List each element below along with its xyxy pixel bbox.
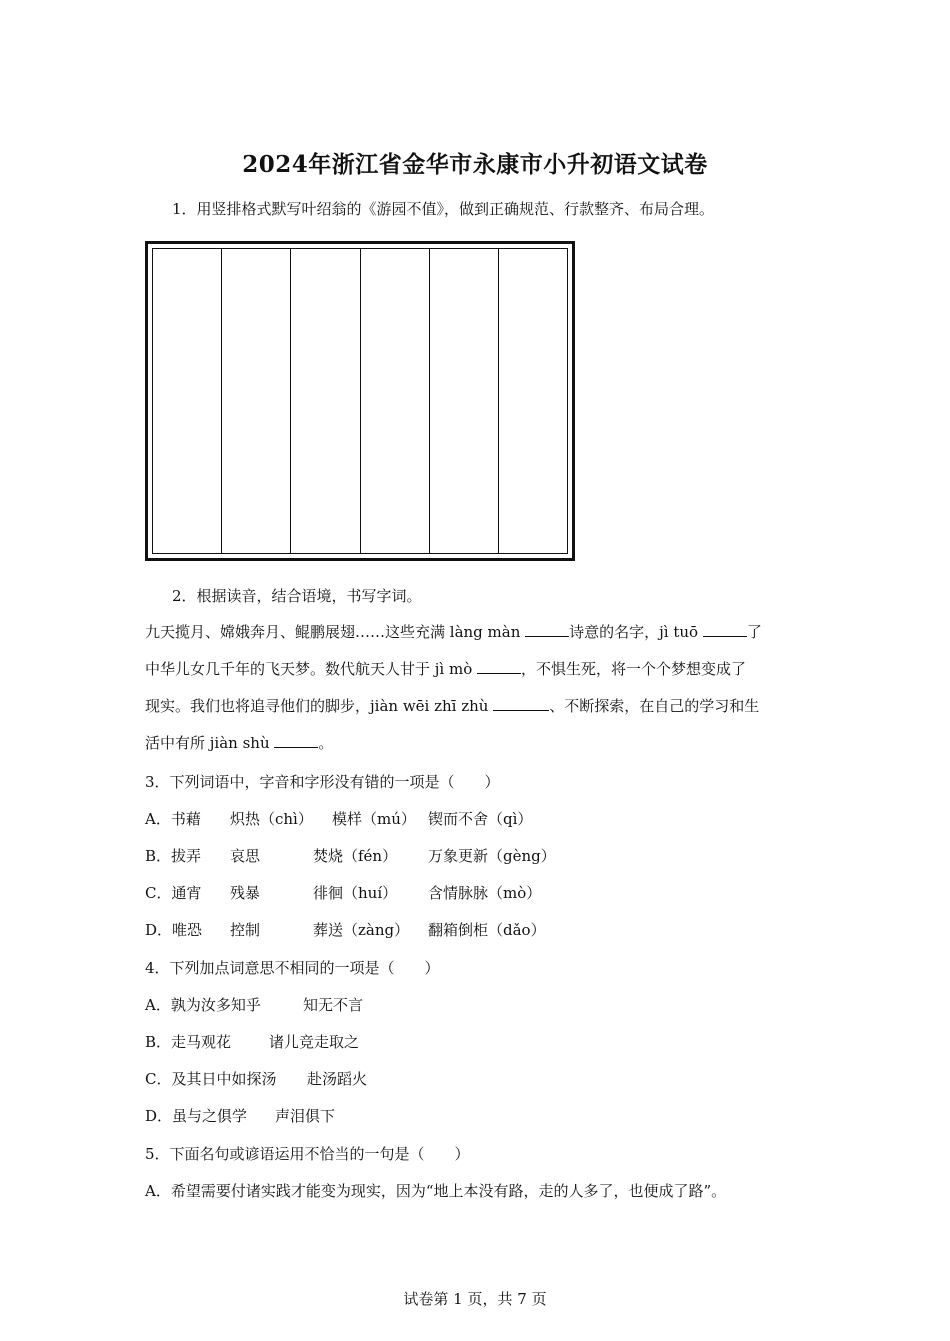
page-footer: 试卷第 1 页，共 7 页	[403, 1290, 547, 1308]
grid-column	[361, 249, 430, 553]
option-c: C．及其日中如探汤 赴汤蹈火	[145, 1070, 368, 1088]
vertical-writing-grid	[145, 241, 575, 561]
question-5	[145, 1136, 810, 1210]
answer-blank	[477, 658, 521, 674]
grid-column	[499, 249, 567, 553]
option-a: A．希望需要付诸实践才能变为现实，因为“地上本没有路，走的人多了，也便成了路”。	[145, 1182, 727, 1200]
question-2-passage: 九天揽月、嫦娥奔月、鲲鹏展翅……这些充满 làng màn 诗意的名字，jì tuō 了 中华儿女几千年的飞天梦。数代航天人甘于 jì mò ，不惧生死，将一个个梦想变成了 现实。我们也将追寻他们的脚步，jiàn wēi zhī zhù 、不断探索，在自己的学习和生 活中有所 jiàn shù 。	[145, 623, 762, 752]
answer-blank	[525, 621, 569, 637]
option-c: C．通宵 残暴 徘徊（huí） 含情脉脉（mò）	[145, 884, 542, 902]
page-title: 2024年浙江省金华市永康市小升初语文试卷	[242, 151, 708, 178]
answer-blank	[274, 732, 318, 748]
answer-blank	[703, 621, 747, 637]
option-b: B．走马观花 诸儿竞走取之	[145, 1033, 360, 1051]
option-a: A．书藉 炽热（chì） 模样（mú） 锲而不舍（qì）	[145, 810, 533, 828]
option-a: A．孰为汝多知乎 知无不言	[145, 996, 364, 1014]
grid-column	[153, 249, 222, 553]
question-4	[145, 950, 810, 1135]
answer-blank	[493, 695, 549, 711]
option-d: D．虽与之俱学 声泪俱下	[145, 1107, 336, 1125]
option-d: D．唯恐 控制 葬送（zàng） 翻箱倒柜（dǎo）	[145, 921, 546, 939]
grid-column	[291, 249, 360, 553]
question-3-stem: 3．下列词语中，字音和字形没有错的一项是（ ）	[145, 773, 500, 791]
question-2-prompt: 2．根据读音，结合语境，书写字词。	[172, 587, 422, 605]
question-3	[145, 764, 810, 949]
question-1: 1．用竖排格式默写叶绍翁的《游园不值》，做到正确规范、行款整齐、布局合理。	[172, 200, 715, 218]
question-4-stem: 4．下列加点词意思不相同的一项是（ ）	[145, 959, 440, 977]
question-5-stem: 5．下面名句或谚语运用不恰当的一句是（ ）	[145, 1145, 470, 1163]
grid-column	[222, 249, 291, 553]
option-b: B．拔弄 哀思 焚烧（fén） 万象更新（gèng）	[145, 847, 556, 865]
grid-column	[430, 249, 499, 553]
